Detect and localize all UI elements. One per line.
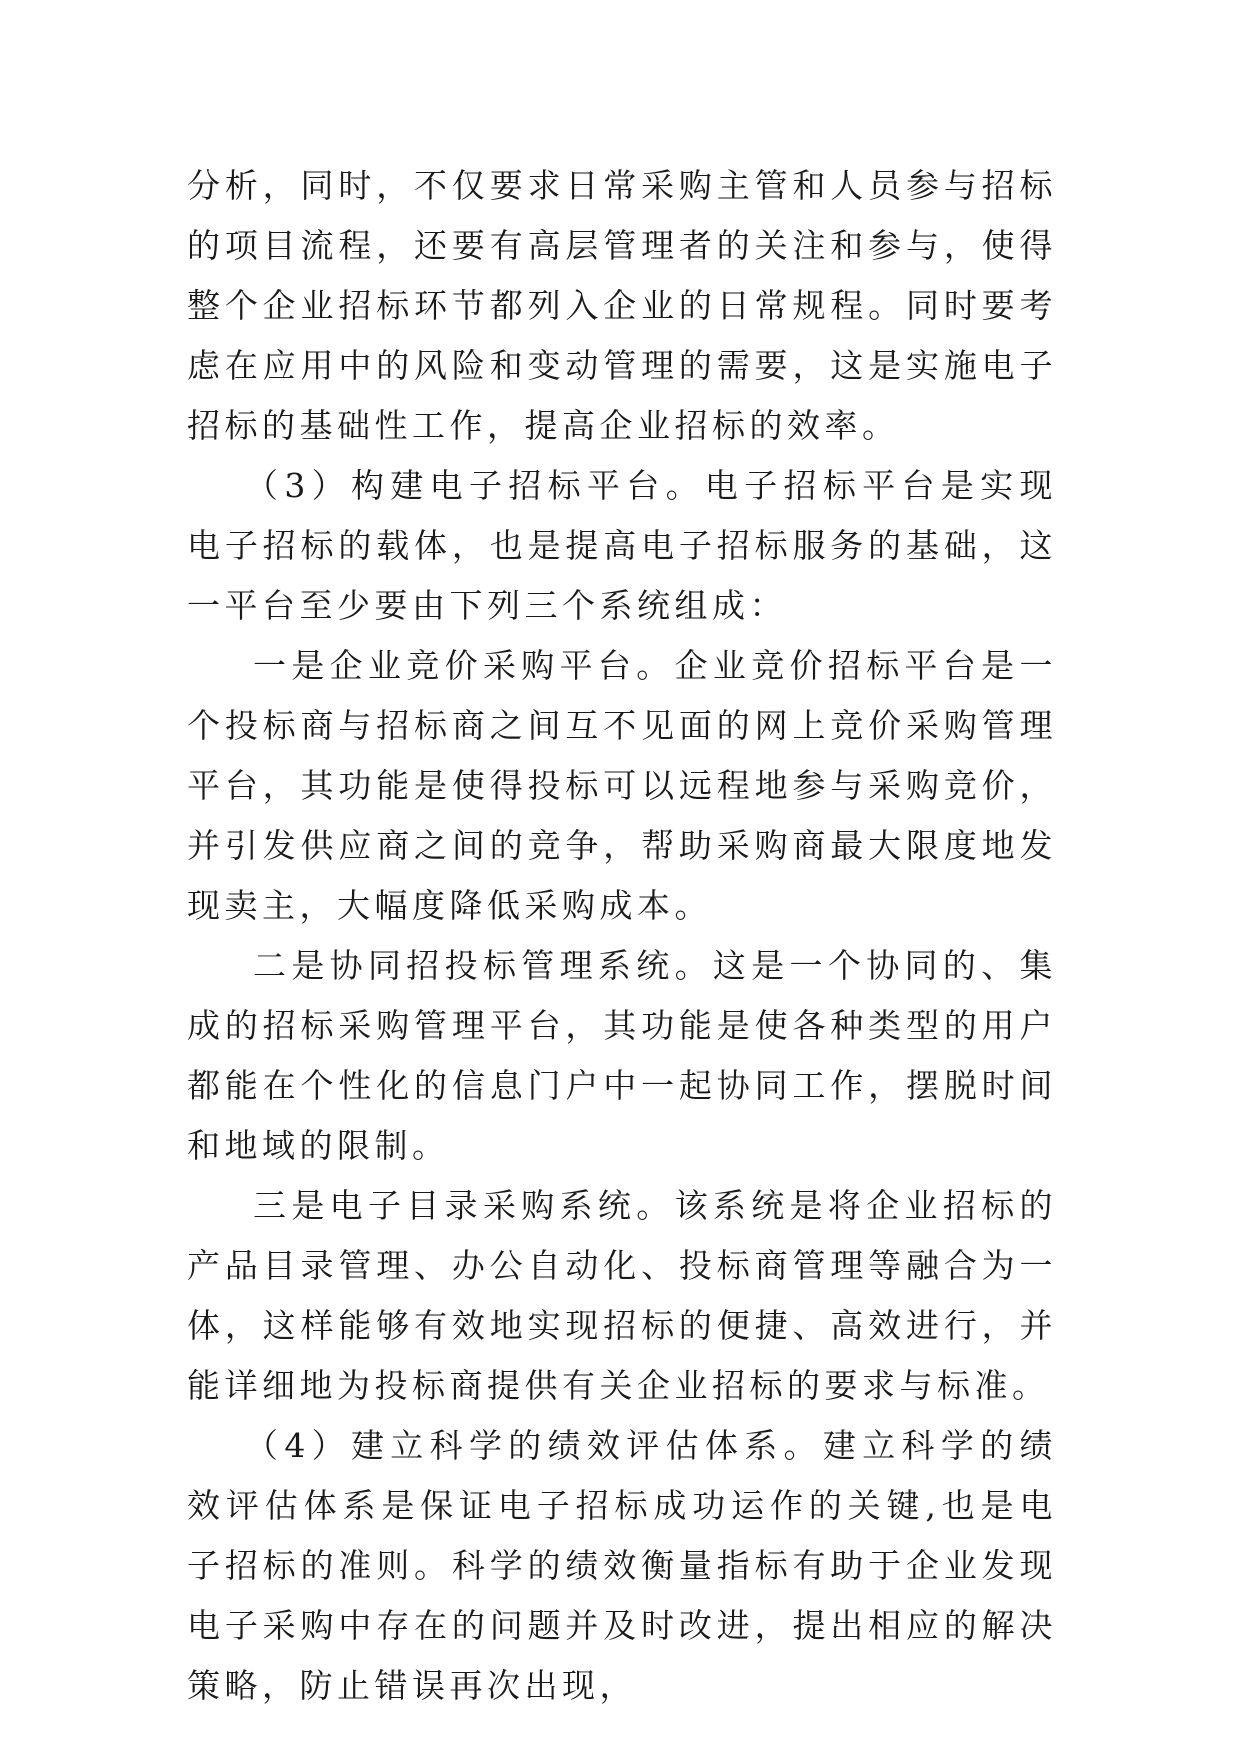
body-text [187,156,1057,1716]
paragraph-continuation: 分析，同时，不仅要求日常采购主管和人员参与招标的项目流程，还要有高层管理者的关注和参与，使得整个企业招标环节都列入企业的日常规程。同时要考虑在应用中的风险和变动管理的需要，这是实施电子招标的基础性工作，提高企业招标的效率。 [187,166,1057,445]
paragraph-system-3: 三是电子目录采购系统。该系统是将企业招标的产品目录管理、办公自动化、投标商管理等融合为一体，这样能够有效地实现招标的便捷、高效进行，并能详细地为投标商提供有关企业招标的要求与标准。 [187,1186,1057,1405]
paragraph-section-3: （3）构建电子招标平台。电子招标平台是实现电子招标的载体，也是提高电子招标服务的基础，这一平台至少要由下列三个系统组成： [187,466,1057,625]
paragraph-system-2: 二是协同招投标管理系统。这是一个协同的、集成的招标采购管理平台，其功能是使各种类型的用户都能在个性化的信息门户中一起协同工作，摆脱时间和地域的限制。 [187,946,1057,1165]
paragraph-section-4: （4）建立科学的绩效评估体系。建立科学的绩效评估体系是保证电子招标成功运作的关键,也是电子招标的准则。科学的绩效衡量指标有助于企业发现电子采购中存在的问题并及时改进，提出相应的解决策略，防止错误再次出现， [187,1426,1057,1705]
paragraph-system-1: 一是企业竞价采购平台。企业竞价招标平台是一个投标商与招标商之间互不见面的网上竞价采购管理平台，其功能是使得投标可以远程地参与采购竞价，并引发供应商之间的竞争，帮助采购商最大限度地发现卖主，大幅度降低采购成本。 [187,646,1057,925]
